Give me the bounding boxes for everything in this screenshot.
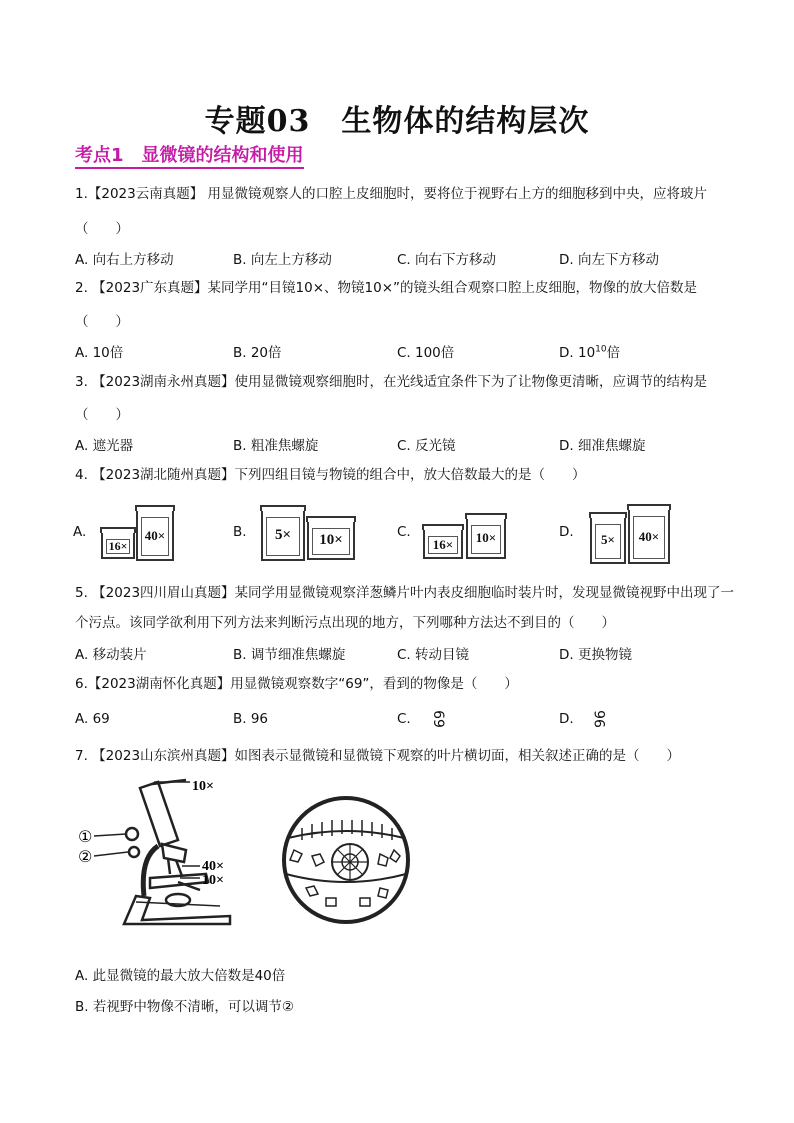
q6-option-c-rotated: 69 <box>429 710 446 728</box>
q5-option-c: C. 转动目镜 <box>397 647 470 663</box>
q2-option-c: C. 100倍 <box>397 345 455 361</box>
q2-option-b: B. 20倍 <box>233 345 282 361</box>
q6-option-d-letter: D. <box>559 711 574 727</box>
microscope-figure <box>80 778 420 938</box>
q3-option-d: D. 细准焦螺旋 <box>559 438 646 454</box>
question-1: 1.【2023云南真题】 用显微镜观察人的口腔上皮细胞时，要将位于视野右上方的细胞移到中央，应将玻片 <box>75 186 708 202</box>
coarse-knob-label: ① <box>78 827 93 846</box>
q4-b-objective: 10× <box>307 520 355 560</box>
fine-knob-label: ② <box>78 847 93 866</box>
q6-option-c <box>397 711 447 727</box>
answer-blank-1: （ ） <box>75 221 129 237</box>
q1-option-b: B. 向左上方移动 <box>233 252 332 268</box>
q6-option-c-letter: C. <box>397 711 411 727</box>
q2-option-a: A. 10倍 <box>75 345 124 361</box>
q4-a-objective: 40× <box>136 509 174 561</box>
q5-option-b: B. 调节细准焦螺旋 <box>233 647 346 663</box>
question-6: 6.【2023湖南怀化真题】用显微镜观察数字“69”，看到的物像是（ ） <box>75 676 518 692</box>
q4-c-objective: 10× <box>466 517 506 559</box>
question-5: 5. 【2023四川眉山真题】某同学用显微镜观察洋葱鳞片叶内表皮细胞临时装片时，发现显微镜视野中出现了一个污点。该同学欲利用下列方法来判断污点出现的地方，下列哪种方法达不到目的（ ） <box>75 585 735 631</box>
q1-option-d: D. 向左下方移动 <box>559 252 659 268</box>
microscope-drawing <box>94 780 230 924</box>
question-3: 3. 【2023湖南永州真题】使用显微镜观察细胞时，在光线适宜条件下为了让物像更清晰，应调节的结构是 <box>75 374 708 390</box>
q7-option-a: A. 此显微镜的最大放大倍数是40倍 <box>75 968 286 984</box>
q2-option-d-base: D. 10 <box>559 345 596 361</box>
q5-option-a: A. 移动装片 <box>75 647 147 663</box>
eyepiece-label: 10× <box>192 779 214 794</box>
answer-blank-3: （ ） <box>75 407 129 423</box>
question-2: 2. 【2023广东真题】某同学用“目镜10×、物镜10×”的镜头组合观察口腔上皮细胞，物像的放大倍数是 <box>75 280 697 296</box>
q2-option-d-unit: 倍 <box>606 345 621 361</box>
q4-option-c: C. <box>397 524 411 540</box>
q1-option-a: A. 向右上方移动 <box>75 252 174 268</box>
question-7: 7. 【2023山东滨州真题】如图表示显微镜和显微镜下观察的叶片横切面，相关叙述正确的是（ ） <box>75 748 681 764</box>
question-4: 4. 【2023湖北随州真题】下列四组目镜与物镜的组合中，放大倍数最大的是（ ） <box>75 467 586 483</box>
q4-option-a: A. <box>73 524 87 540</box>
q4-option-b: B. <box>233 524 247 540</box>
q2-option-d-exponent: 10 <box>595 344 607 355</box>
q6-option-d-rotated: 96 <box>592 710 609 728</box>
q4-d-objective: 40× <box>628 508 670 564</box>
q3-option-b: B. 粗准焦螺旋 <box>233 438 319 454</box>
q4-option-d: D. <box>559 524 574 540</box>
q7-option-b: B. 若视野中物像不清晰，可以调节② <box>75 999 294 1015</box>
leaf-cross-section-view <box>284 798 408 922</box>
q3-option-c: C. 反光镜 <box>397 438 456 454</box>
q4-c-eyepiece: 16× <box>423 528 463 559</box>
q6-option-d <box>559 711 610 727</box>
answer-blank-2: （ ） <box>75 314 129 330</box>
objective-high-label: 40× <box>202 859 224 874</box>
q3-option-a: A. 遮光器 <box>75 438 134 454</box>
section-heading: 考点1 显微镜的结构和使用 <box>75 145 304 169</box>
objective-low-label: 10× <box>202 873 224 888</box>
q5-option-d: D. 更换物镜 <box>559 647 632 663</box>
q4-d-eyepiece: 5× <box>590 516 626 564</box>
q1-option-c: C. 向右下方移动 <box>397 252 497 268</box>
q6-option-a: A. 69 <box>75 711 110 727</box>
q2-option-d <box>559 341 620 361</box>
q6-option-b: B. 96 <box>233 711 269 727</box>
q4-a-eyepiece: 16× <box>101 531 135 559</box>
q4-b-eyepiece: 5× <box>261 509 305 561</box>
page-title: 专题03 生物体的结构层次 <box>204 104 590 139</box>
